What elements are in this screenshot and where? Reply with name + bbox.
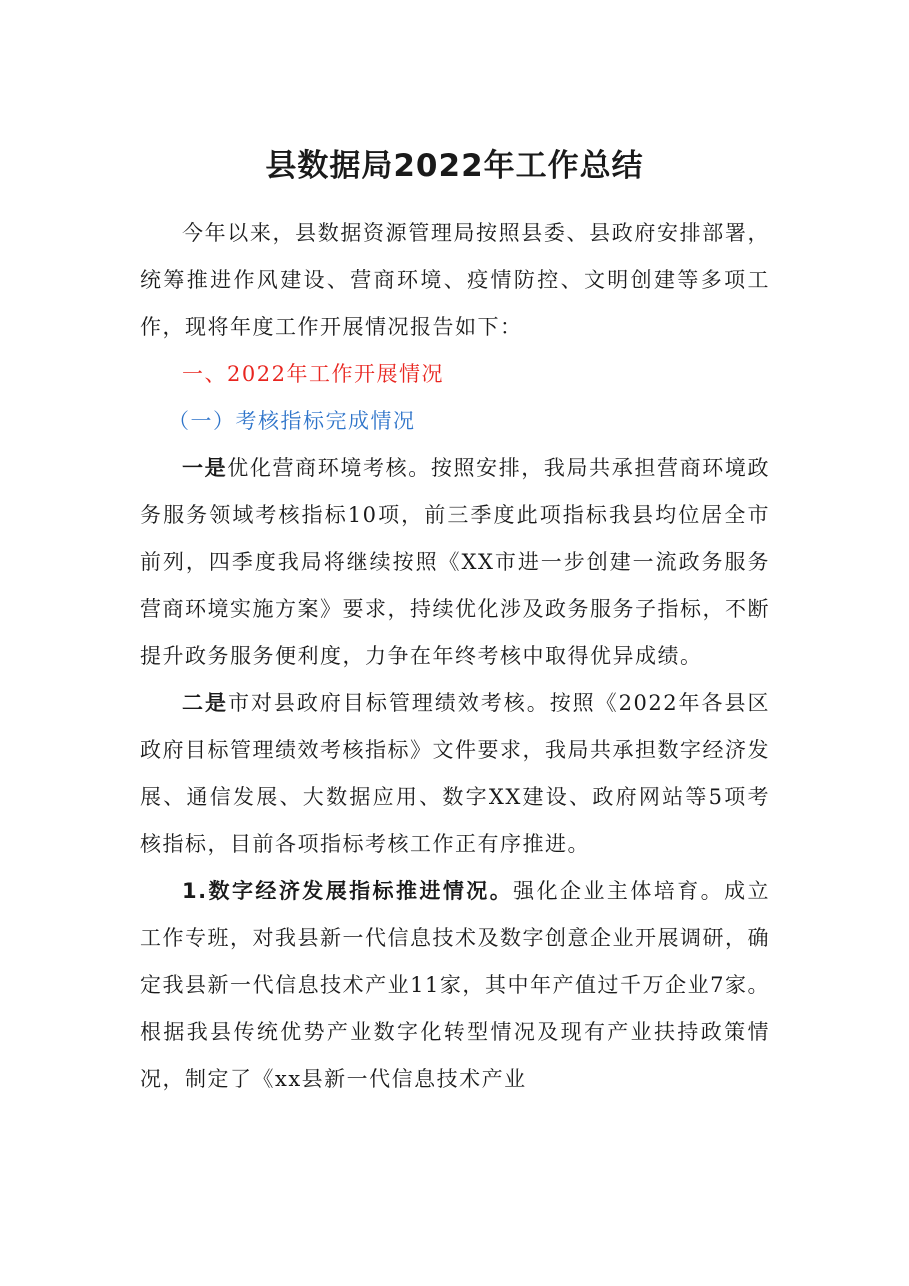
item-text-2: 市对县政府目标管理绩效考核。按照《2022年各县区政府目标管理绩效考核指标》文件要求，我局共承担数字经济发展、通信发展、大数据应用、数字XX建设、政府网站等5项考核指标，目前各项指标考核工作正有序推进。: [140, 691, 770, 856]
document-title: 县数据局2022年工作总结: [265, 148, 644, 184]
item-lead-1: 一是: [182, 456, 228, 480]
item-lead-3: 1.数字经济发展指标推进情况。: [182, 879, 514, 903]
item-paragraph-3: [140, 868, 770, 1103]
item-text-3: 强化企业主体培育。成立工作专班，对我县新一代信息技术及数字创意企业开展调研，确定我县新一代信息技术产业11家，其中年产值过千万企业7家。根据我县传统优势产业数字化转型情况及现有产业扶持政策情况，制定了《xx县新一代信息技术产业: [140, 879, 771, 1091]
section-heading: 一、2022年工作开展情况: [182, 362, 444, 386]
intro-paragraph: 今年以来，县数据资源管理局按照县委、县政府安排部署，统筹推进作风建设、营商环境、疫情防控、文明创建等多项工作，现将年度工作开展情况报告如下：: [140, 221, 770, 339]
subsection-heading: （一）考核指标完成情况: [168, 409, 416, 433]
item-paragraph-2: [140, 680, 770, 868]
item-lead-2: 二是: [182, 691, 228, 715]
item-paragraph-1: [140, 445, 770, 680]
document-body: [140, 210, 770, 1103]
item-text-1: 优化营商环境考核。按照安排，我局共承担营商环境政务服务领域考核指标10项，前三季度此项指标我县均位居全市前列，四季度我局将继续按照《XX市进一步创建一流政务服务营商环境实施方案》要求，持续优化涉及政务服务子指标，不断提升政务服务便利度，力争在年终考核中取得优异成绩。: [140, 456, 771, 668]
